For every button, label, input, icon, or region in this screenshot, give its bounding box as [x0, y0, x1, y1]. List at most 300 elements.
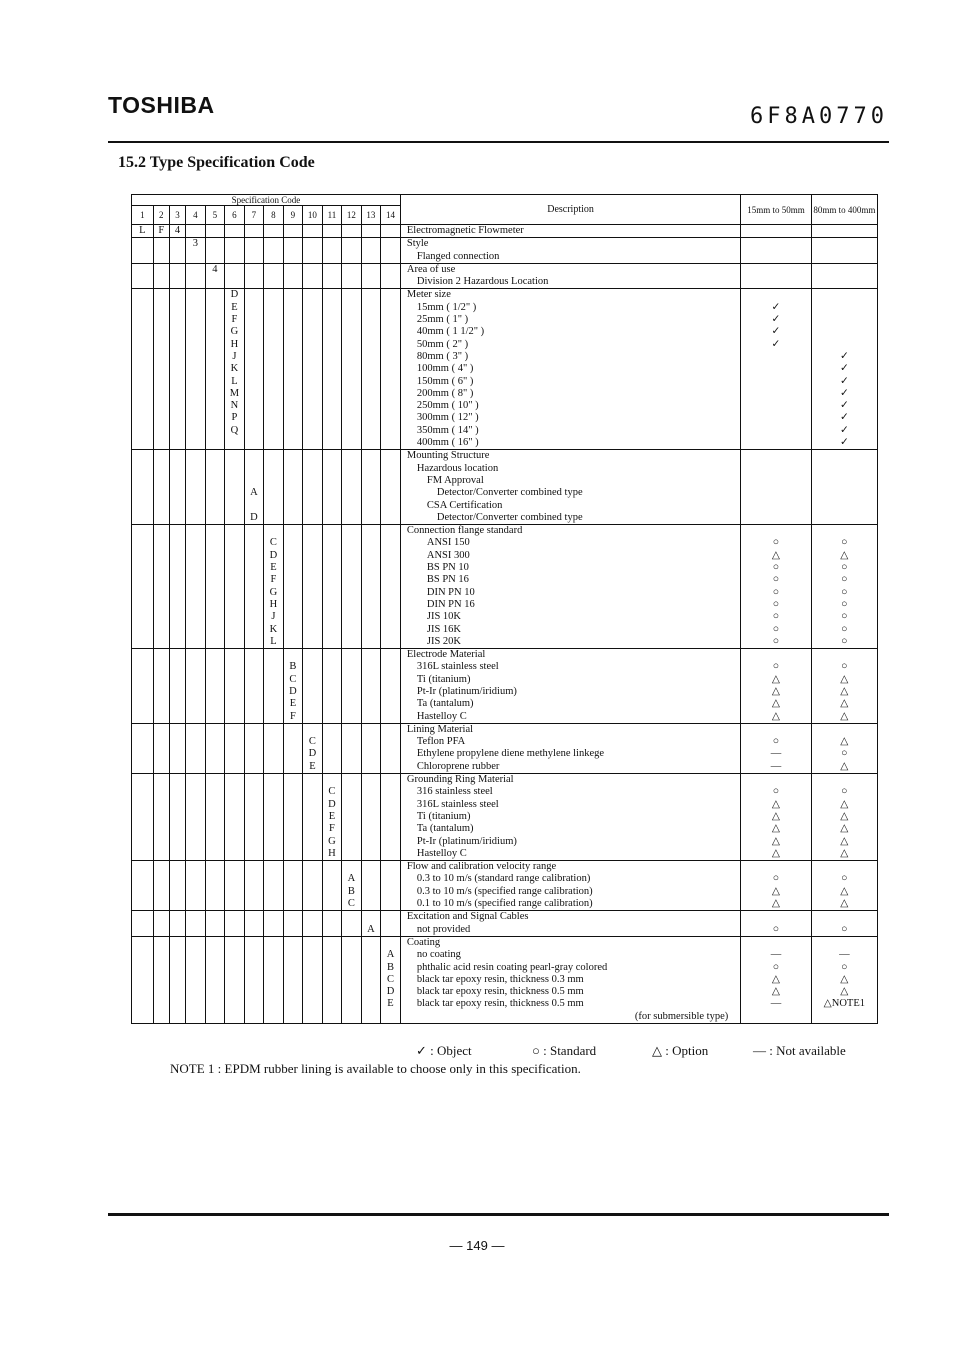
mark-small-size: ✓	[771, 301, 781, 313]
mark-large-size: △	[840, 673, 849, 685]
description-item: 0.3 to 10 m/s (specified range calibration)	[416, 885, 593, 897]
spec-column-number: 3	[169, 206, 185, 225]
code-letter	[381, 937, 400, 949]
mark-large-size: ○	[841, 574, 848, 586]
description-item: 316L stainless steel	[416, 661, 499, 673]
description-item: Detector/Converter combined type	[436, 511, 583, 523]
mark-large-size: △	[840, 885, 849, 897]
mark-small-size: ○	[772, 537, 780, 549]
code-empty-cell	[283, 774, 303, 861]
spec-block-row	[132, 225, 878, 238]
code-empty-cell	[322, 225, 342, 238]
type-spec-table	[131, 194, 878, 1024]
code-empty-cell	[361, 525, 381, 649]
code-empty-cell	[283, 238, 303, 264]
description-item: Division 2 Hazardous Location	[416, 276, 549, 288]
description-item: ANSI 150	[426, 537, 470, 549]
code-empty-cell	[283, 225, 303, 238]
mark-large-size	[812, 512, 877, 524]
code-letter: A	[250, 487, 258, 499]
availability-large-cell	[811, 225, 877, 238]
code-letter: F	[270, 574, 277, 586]
mark-small-size: △	[771, 847, 780, 859]
code-empty-cell	[225, 911, 245, 937]
description-item: Pt-Ir (platinum/iridium)	[416, 685, 517, 697]
code-letter: B	[289, 661, 297, 673]
brand-logo: TOSHIBA	[108, 92, 215, 118]
code-empty-cell	[153, 911, 169, 937]
code-empty-cell	[342, 289, 362, 450]
code-empty-cell	[342, 911, 362, 937]
code-letter	[245, 500, 264, 512]
spec-column-number: 9	[283, 206, 303, 225]
mark-large-size: ○	[841, 586, 848, 598]
mark-small-size	[741, 724, 810, 736]
description-item: BS PN 16	[426, 574, 469, 586]
code-letter: G	[328, 835, 336, 847]
code-empty-cell	[169, 936, 185, 1023]
code-letter: P	[231, 412, 238, 424]
spec-column-number: 8	[264, 206, 284, 225]
mark-small-size: △	[771, 798, 780, 810]
code-empty-cell	[342, 936, 362, 1023]
code-empty-cell	[153, 263, 169, 289]
code-empty-cell	[186, 861, 206, 911]
mark-large-size	[812, 937, 877, 949]
mark-small-size	[741, 363, 810, 375]
description-cell	[400, 861, 740, 911]
code-empty-cell	[244, 263, 264, 289]
code-letter: D	[308, 748, 317, 760]
code-empty-cell	[186, 774, 206, 861]
mark-large-size	[812, 463, 877, 475]
document-number: 6F8A0770	[750, 104, 888, 129]
code-empty-cell	[132, 911, 154, 937]
code-empty-cell	[264, 774, 284, 861]
code-empty-cell	[283, 723, 303, 773]
legend-not-available: — : Not available	[753, 1043, 846, 1058]
spec-column-number: 12	[342, 206, 362, 225]
mark-large-size: ○	[841, 623, 848, 635]
code-letter: D	[230, 289, 239, 301]
mark-small-size	[741, 649, 810, 661]
mark-small-size: △	[771, 685, 780, 697]
code-empty-cell	[169, 263, 185, 289]
availability-small-cell	[741, 238, 811, 264]
code-empty-cell	[132, 649, 154, 724]
mark-small-size	[741, 463, 810, 475]
mark-small-size: △	[771, 810, 780, 822]
description-cell	[400, 525, 740, 649]
code-empty-cell	[381, 289, 401, 450]
mark-small-size: ✓	[771, 338, 781, 350]
code-letter: D	[269, 549, 278, 561]
mark-small-size: △	[771, 973, 780, 985]
code-empty-cell	[283, 911, 303, 937]
code-empty-cell	[132, 525, 154, 649]
description-item: Pt-Ir (platinum/iridium)	[416, 835, 517, 847]
code-letter: B	[387, 961, 395, 973]
description-item: 316 stainless steel	[416, 786, 493, 798]
code-letter: G	[230, 326, 239, 338]
legend-standard: ○ : Standard	[532, 1043, 597, 1058]
code-letters-cell	[361, 911, 381, 937]
code-empty-cell	[381, 861, 401, 911]
availability-large-cell	[811, 289, 877, 450]
mark-large-size	[812, 339, 877, 351]
code-letter: A	[367, 923, 375, 935]
code-empty-cell	[283, 525, 303, 649]
code-letter: D	[386, 986, 395, 998]
code-letters-cell	[244, 450, 264, 525]
mark-large-size	[812, 1011, 877, 1023]
description-item: 15mm ( 1/2" )	[416, 301, 477, 313]
code-empty-cell	[244, 238, 264, 264]
mark-small-size	[741, 400, 810, 412]
code-letter: D	[289, 685, 297, 697]
mark-small-size: △	[771, 835, 780, 847]
code-empty-cell	[205, 525, 225, 649]
description-cell	[400, 450, 740, 525]
description-item: Detector/Converter combined type	[436, 487, 583, 499]
code-empty-cell	[153, 774, 169, 861]
code-empty-cell	[153, 238, 169, 264]
code-empty-cell	[153, 525, 169, 649]
mark-large-size	[812, 251, 877, 263]
code-empty-cell	[283, 289, 303, 450]
code-letter	[245, 475, 264, 487]
mark-large-size: △	[840, 973, 849, 985]
description-cell	[400, 774, 740, 861]
description-cell	[400, 936, 740, 1023]
code-letters-cell	[283, 649, 303, 724]
code-letter: K	[269, 623, 278, 635]
code-letter: J	[271, 611, 276, 623]
code-empty-cell	[322, 289, 342, 450]
availability-large-cell	[811, 263, 877, 289]
mark-small-size: ○	[772, 586, 780, 598]
description-heading: Mounting Structure	[406, 450, 490, 462]
code-empty-cell	[361, 238, 381, 264]
code-empty-cell	[342, 225, 362, 238]
description-header: Description	[400, 195, 740, 225]
legend-object: ✓ : Object	[416, 1043, 472, 1058]
code-letters-cell	[264, 525, 284, 649]
code-empty-cell	[225, 723, 245, 773]
mark-large-size: ✓	[839, 424, 849, 436]
mark-large-size: ○	[841, 748, 848, 760]
description-heading: Coating	[406, 936, 441, 948]
mark-small-size	[741, 351, 810, 363]
code-empty-cell	[361, 861, 381, 911]
description-item: 250mm ( 10" )	[416, 400, 479, 412]
description-item: DIN PN 10	[426, 586, 475, 598]
fixed-code: F	[153, 225, 169, 238]
description-item: DIN PN 16	[426, 598, 475, 610]
code-empty-cell	[186, 225, 206, 238]
code-empty-cell	[303, 289, 323, 450]
description-item: phthalic acid resin coating pearl-gray colored	[416, 961, 608, 973]
code-empty-cell	[205, 723, 225, 773]
code-empty-cell	[153, 723, 169, 773]
code-empty-cell	[342, 450, 362, 525]
mark-large-size: △	[840, 986, 849, 998]
code-empty-cell	[303, 649, 323, 724]
mark-large-size: ○	[841, 661, 848, 673]
code-empty-cell	[169, 525, 185, 649]
mark-small-size: ○	[772, 736, 780, 748]
code-empty-cell	[264, 936, 284, 1023]
spec-column-number: 1	[132, 206, 154, 225]
code-empty-cell	[186, 649, 206, 724]
code-empty-cell	[132, 289, 154, 450]
description-item: 0.3 to 10 m/s (standard range calibration)	[416, 873, 591, 885]
mark-large-size	[812, 487, 877, 499]
code-empty-cell	[264, 450, 284, 525]
description-item: 80mm ( 3" )	[416, 350, 469, 362]
description-item: Teflon PFA	[416, 736, 466, 748]
code-letter: H	[269, 598, 278, 610]
code-empty-cell	[264, 861, 284, 911]
availability-small-cell	[741, 289, 811, 450]
code-empty-cell	[303, 263, 323, 289]
mark-large-size: ✓	[839, 400, 849, 412]
code-empty-cell	[381, 723, 401, 773]
description-heading: Flow and calibration velocity range	[406, 861, 557, 873]
description-item: JIS 16K	[426, 623, 461, 635]
description-item: CSA Certification	[426, 499, 503, 511]
code-letter: E	[328, 810, 336, 822]
code-letter: D	[328, 798, 336, 810]
availability-small-cell	[741, 936, 811, 1023]
availability-small-cell	[741, 649, 811, 724]
mark-large-size: △	[840, 798, 849, 810]
code-letter: A	[386, 949, 395, 961]
mark-large-size	[812, 276, 877, 288]
spec-column-number: 10	[303, 206, 323, 225]
code-empty-cell	[169, 774, 185, 861]
mark-large-size	[812, 225, 877, 237]
code-empty-cell	[303, 861, 323, 911]
description-cell	[400, 911, 740, 937]
mark-large-size: ○	[841, 635, 848, 647]
description-item: 350mm ( 14" )	[416, 424, 479, 436]
description-heading: Meter size	[406, 289, 451, 301]
availability-small-cell	[741, 774, 811, 861]
fixed-code: 4	[169, 225, 185, 238]
code-empty-cell	[322, 263, 342, 289]
description-cell	[400, 225, 740, 238]
code-empty-cell	[322, 238, 342, 264]
code-letter: E	[270, 562, 277, 574]
description-item: JIS 20K	[426, 635, 461, 647]
code-empty-cell	[361, 450, 381, 525]
code-empty-cell	[244, 861, 264, 911]
description-item: FM Approval	[426, 474, 484, 486]
code-empty-cell	[342, 263, 362, 289]
description-item: 300mm ( 12" )	[416, 412, 479, 424]
fixed-code: L	[132, 225, 154, 238]
description-item: Hastelloy C	[416, 710, 467, 722]
mark-large-size	[812, 238, 877, 250]
mark-small-size	[741, 425, 810, 437]
mark-large-size: △	[840, 760, 849, 772]
code-empty-cell	[132, 238, 154, 264]
mark-small-size: △	[771, 673, 780, 685]
code-letter: N	[230, 400, 239, 412]
code-empty-cell	[169, 450, 185, 525]
availability-large-cell	[811, 774, 877, 861]
mark-small-size	[741, 861, 810, 873]
mark-large-size: △	[840, 898, 849, 910]
mark-small-size: —	[770, 760, 782, 772]
availability-small-cell	[741, 450, 811, 525]
availability-large-cell	[811, 723, 877, 773]
mark-small-size: ○	[772, 562, 780, 574]
spec-block-row	[132, 289, 878, 450]
mark-small-size: —	[770, 998, 782, 1010]
code-letter: C	[347, 898, 355, 910]
code-empty-cell	[153, 450, 169, 525]
mark-small-size	[741, 376, 810, 388]
code-empty-cell	[303, 774, 323, 861]
code-empty-cell	[186, 450, 206, 525]
code-letter: Q	[230, 424, 239, 436]
description-item: BS PN 10	[426, 562, 469, 574]
code-empty-cell	[361, 774, 381, 861]
availability-small-cell	[741, 525, 811, 649]
description-item: 25mm ( 1" )	[416, 314, 469, 326]
mark-small-size: ✓	[771, 326, 781, 338]
code-empty-cell	[381, 263, 401, 289]
description-item: black tar epoxy resin, thickness 0.5 mm	[416, 986, 584, 998]
mark-large-size	[812, 264, 877, 276]
mark-large-size	[812, 450, 877, 462]
code-empty-cell	[153, 861, 169, 911]
mark-small-size	[741, 512, 810, 524]
code-empty-cell	[381, 911, 401, 937]
code-empty-cell	[361, 289, 381, 450]
mark-large-size	[812, 911, 877, 923]
code-empty-cell	[169, 289, 185, 450]
code-letter	[264, 525, 283, 537]
description-item: 150mm ( 6" )	[416, 375, 474, 387]
spec-block-row	[132, 861, 878, 911]
code-empty-cell	[186, 936, 206, 1023]
mark-small-size	[741, 911, 810, 923]
code-letters-cell	[225, 289, 245, 450]
mark-large-size: ✓	[839, 412, 849, 424]
description-item: 200mm ( 8" )	[416, 387, 474, 399]
spec-block-row	[132, 263, 878, 289]
mark-small-size	[741, 774, 810, 786]
mark-large-size: ○	[841, 786, 848, 798]
code-empty-cell	[169, 911, 185, 937]
mark-small-size	[741, 225, 810, 237]
code-letters-cell	[342, 861, 362, 911]
code-empty-cell	[186, 723, 206, 773]
mark-large-size: ○	[841, 923, 848, 935]
mark-small-size: ○	[772, 961, 780, 973]
mark-large-size: △NOTE1	[823, 998, 865, 1010]
description-heading: Excitation and Signal Cables	[406, 911, 529, 923]
mark-small-size	[741, 289, 810, 301]
description-item: Chloroprene rubber	[416, 760, 500, 772]
mark-large-size: ✓	[839, 375, 849, 387]
code-empty-cell	[342, 238, 362, 264]
code-letter: F	[231, 314, 238, 326]
mark-large-size: △	[840, 736, 849, 748]
mark-small-size	[741, 412, 810, 424]
code-letter: F	[329, 823, 335, 835]
code-empty-cell	[244, 911, 264, 937]
description-item: 400mm ( 16" )	[416, 437, 479, 449]
code-empty-cell	[153, 289, 169, 450]
code-letter: J	[232, 350, 237, 362]
header-rule	[108, 141, 889, 143]
mark-small-size: —	[770, 748, 782, 760]
code-empty-cell	[186, 911, 206, 937]
code-letter: L	[270, 635, 277, 647]
mark-small-size: ○	[772, 598, 780, 610]
code-empty-cell	[205, 450, 225, 525]
code-empty-cell	[264, 263, 284, 289]
code-empty-cell	[322, 723, 342, 773]
code-empty-cell	[381, 525, 401, 649]
availability-large-cell	[811, 861, 877, 911]
mark-small-size	[741, 1011, 810, 1023]
mark-small-size: △	[771, 823, 780, 835]
description-item: (for submersible type)	[634, 1010, 729, 1022]
code-empty-cell	[244, 289, 264, 450]
footer-rule	[108, 1213, 889, 1216]
code-letters-cell	[186, 238, 206, 264]
code-empty-cell	[264, 238, 284, 264]
availability-small-cell	[741, 911, 811, 937]
spec-column-number: 11	[322, 206, 342, 225]
description-cell	[400, 238, 740, 264]
spec-column-number: 13	[361, 206, 381, 225]
code-letter: E	[231, 301, 238, 313]
mark-large-size: ○	[841, 598, 848, 610]
code-letter: A	[347, 873, 356, 885]
spec-column-number: 2	[153, 206, 169, 225]
footnote: NOTE 1 : EPDM rubber lining is available to choose only in this specification.	[170, 1061, 581, 1076]
code-empty-cell	[283, 263, 303, 289]
code-letter	[342, 861, 361, 873]
code-letter: C	[269, 537, 277, 549]
mark-small-size	[741, 276, 810, 288]
code-empty-cell	[225, 774, 245, 861]
code-letters-cell	[381, 936, 401, 1023]
availability-small-cell	[741, 263, 811, 289]
code-empty-cell	[303, 911, 323, 937]
code-letter: L	[231, 375, 238, 387]
code-empty-cell	[303, 238, 323, 264]
code-empty-cell	[169, 723, 185, 773]
description-item: Flanged connection	[416, 250, 500, 262]
mark-small-size	[741, 487, 810, 499]
mark-small-size: △	[771, 698, 780, 710]
mark-large-size: ✓	[839, 363, 849, 375]
code-letter: M	[229, 387, 240, 399]
spec-block-row	[132, 525, 878, 649]
code-empty-cell	[342, 774, 362, 861]
mark-large-size	[812, 861, 877, 873]
code-letter: B	[347, 885, 355, 897]
mark-large-size: ○	[841, 873, 848, 885]
code-empty-cell	[225, 936, 245, 1023]
